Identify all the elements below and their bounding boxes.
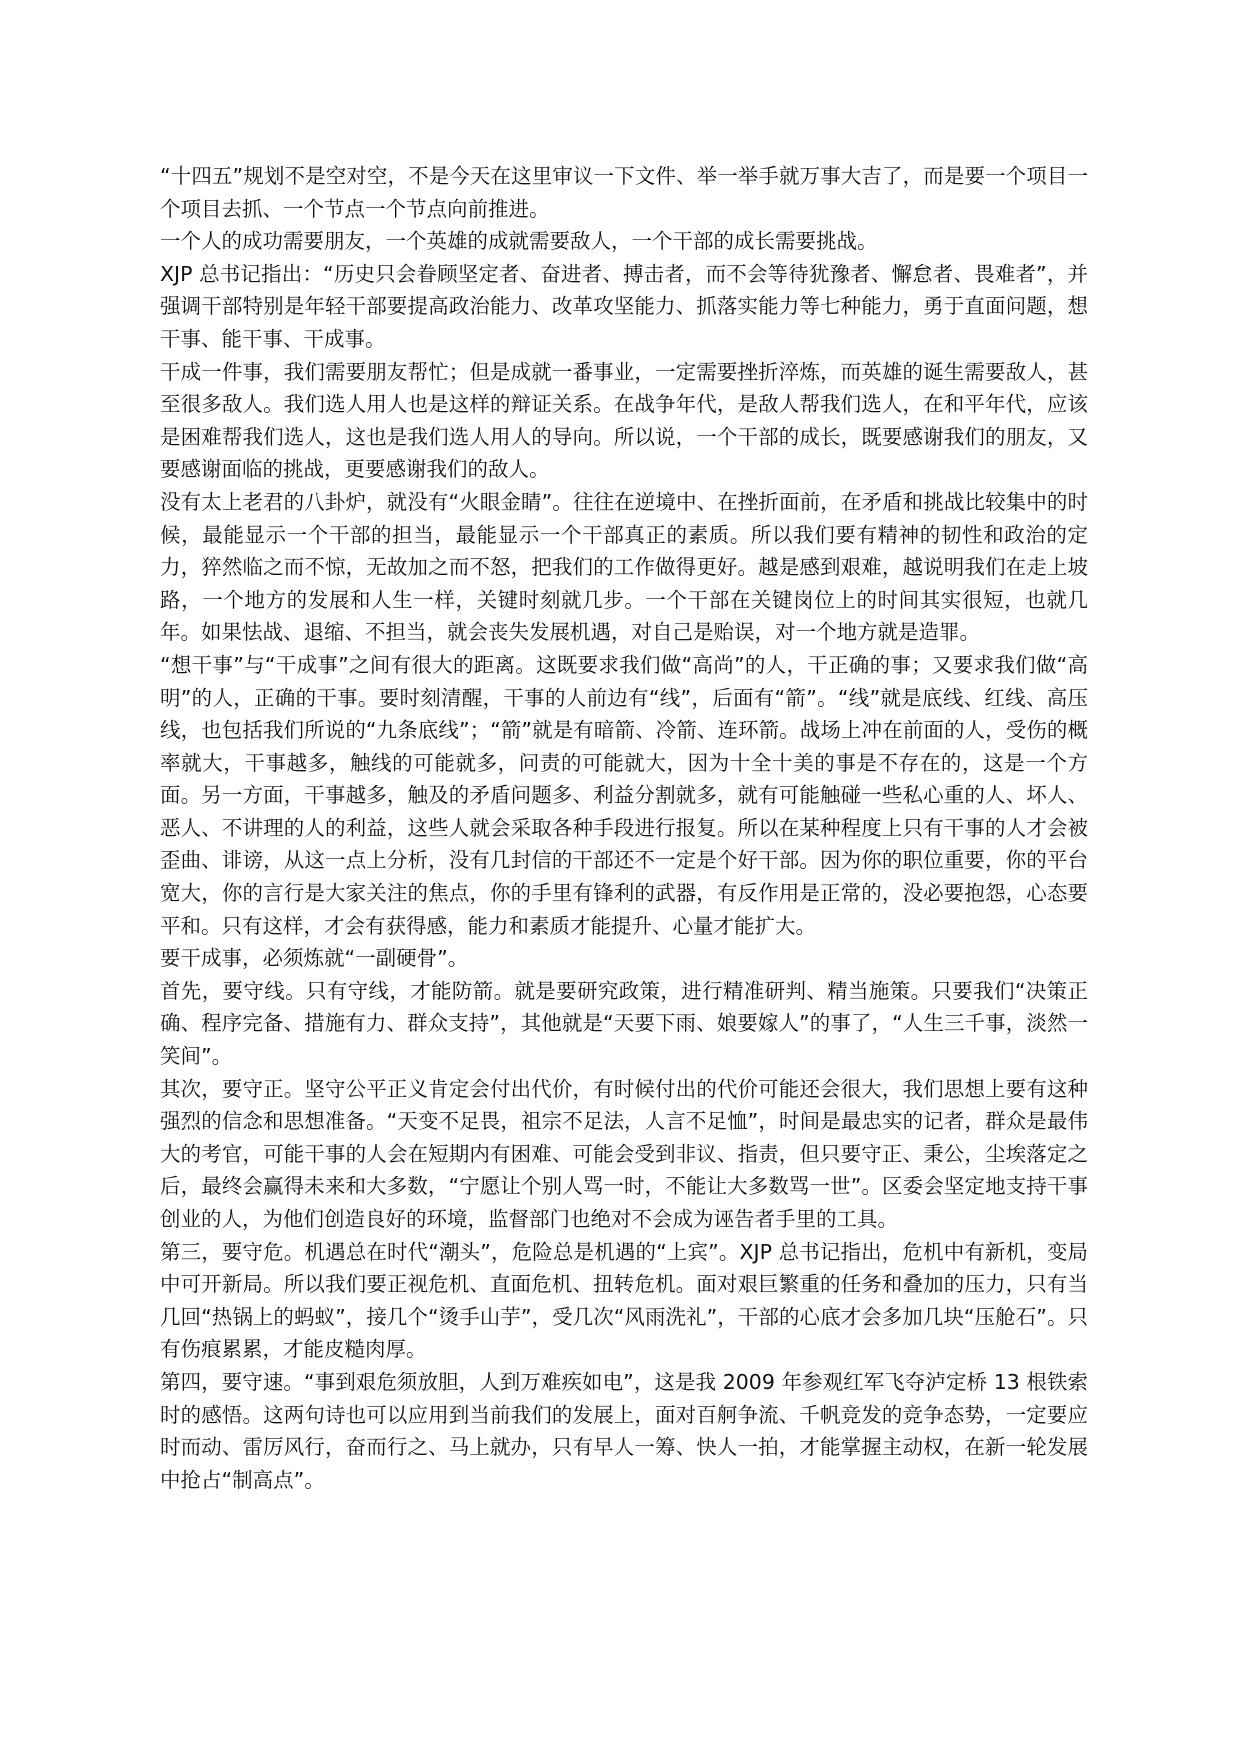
paragraph-plan: “十四五”规划不是空对空，不是今天在这里审议一下文件、举一举手就万事大吉了，而是要一个项目一个项目去抓、一个节点一个节点向前推进。 xyxy=(160,164,1088,221)
paragraph-first: 首先，要守线。只有守线，才能防箭。就是要研究政策，进行精准研判、精当施策。只要我们“决策正确、程序完备、措施有力、群众支持”，其他就是“天要下雨、娘要嫁人”的事了，“人生三千事，淡然一笑间”。 xyxy=(160,978,1088,1069)
document-body xyxy=(160,160,1088,1496)
paragraph-third: 第三，要守危。机遇总在时代“潮头”，危险总是机遇的“上宾”。XJP 总书记指出，危机中有新机，变局中可开新局。所以我们要正视危机、直面危机、扭转危机。面对艰巨繁重的任务和叠加的压力，只有当几回“热锅上的蚂蚁”，接几个“烫手山芋”，受几次“风雨洗礼”，干部的心底才会多加几块“压舱石”。只有伤痕累累，才能皮糙肉厚。 xyxy=(160,1239,1088,1362)
paragraph-growth: 一个人的成功需要朋友，一个英雄的成就需要敌人，一个干部的成长需要挑战。 xyxy=(160,229,878,254)
paragraph-fourth: 第四，要守速。“事到艰危须放胆，人到万难疾如电”，这是我 2009 年参观红军飞夺泸定桥 13 根铁索时的感悟。这两句诗也可以应用到当前我们的发展上，面对百舸争流、千帆竞发的竞争态势，一定要应时而动、雷厉风行，奋而行之、马上就办，只有早人一筹、快人一拍，才能掌握主动权，在新一轮发展中抢占“制高点”。 xyxy=(160,1369,1088,1492)
paragraph-quote: XJP 总书记指出：“历史只会眷顾坚定者、奋进者、搏击者，而不会等待犹豫者、懈怠者、畏难者”，并强调干部特别是年轻干部要提高政治能力、改革攻坚能力、抓落实能力等七种能力，勇于直面问题，想干事、能干事、干成事。 xyxy=(160,261,1088,351)
paragraph-adversity: 没有太上老君的八卦炉，就没有“火眼金睛”。往往在逆境中、在挫折面前，在矛盾和挑战比较集中的时候，最能显示一个干部的担当，最能显示一个干部真正的素质。所以我们要有精神的韧性和政治的定力，猝然临之而不惊，无故加之而不怒，把我们的工作做得更好。越是感到艰难，越说明我们在走上坡路，一个地方的发展和人生一样，关键时刻就几步。一个干部在关键岗位上的时间其实很短，也就几年。如果怯战、退缩、不担当，就会丧失发展机遇，对自己是贻误，对一个地方就是造罪。 xyxy=(160,489,1088,645)
paragraph-hard-bone: 要干成事，必须炼就“一副硬骨”。 xyxy=(160,946,469,971)
paragraph-second: 其次，要守正。坚守公平正义肯定会付出代价，有时候付出的代价可能还会很大，我们思想上要有这种强烈的信念和思想准备。“天变不足畏，祖宗不足法，人言不足恤”，时间是最忠实的记者，群众是最伟大的考官，可能干事的人会在短期内有困难、可能会受到非议、指责，但只要守正、秉公，尘埃落定之后，最终会赢得未来和大多数，“宁愿让个别人骂一时，不能让大多数骂一世”。区委会坚定地支持干事创业的人，为他们创造良好的环境，监督部门也绝对不会成为诬告者手里的工具。 xyxy=(160,1076,1088,1231)
paragraph-line-arrow: “想干事”与“干成事”之间有很大的距离。这既要求我们做“高尚”的人，干正确的事；又要求我们做“高明”的人，正确的干事。要时刻清醒，干事的人前边有“线”，后面有“箭”。“线”就是底线、红线、高压线，也包括我们所说的“九条底线”；“箭”就是有暗箭、冷箭、连环箭。战场上冲在前面的人，受伤的概率就大，干事越多，触线的可能就多，问责的可能就大，因为十全十美的事是不存在的，这是一个方面。另一方面，干事越多，触及的矛盾问题多、利益分割就多，就有可能触碰一些私心重的人、坏人、恶人、不讲理的人的利益，这些人就会采取各种手段进行报复。所以在某种程度上只有干事的人才会被歪曲、诽谤，从这一点上分析，没有几封信的干部还不一定是个好干部。因为你的职位重要，你的平台宽大，你的言行是大家关注的焦点，你的手里有锋利的武器，有反作用是正常的，没必要抱怨，心态要平和。只有这样，才会有获得感，能力和素质才能提升、心量才能扩大。 xyxy=(160,652,1088,938)
paragraph-friends-enemies: 干成一件事，我们需要朋友帮忙；但是成就一番事业，一定需要挫折淬炼，而英雄的诞生需要敌人，甚至很多敌人。我们选人用人也是这样的辩证关系。在战争年代，是敌人帮我们选人，在和平年代，应该是困难帮我们选人，这也是我们选人用人的导向。所以说，一个干部的成长，既要感谢我们的朋友，又要感谢面临的挑战，更要感谢我们的敌人。 xyxy=(160,359,1088,482)
